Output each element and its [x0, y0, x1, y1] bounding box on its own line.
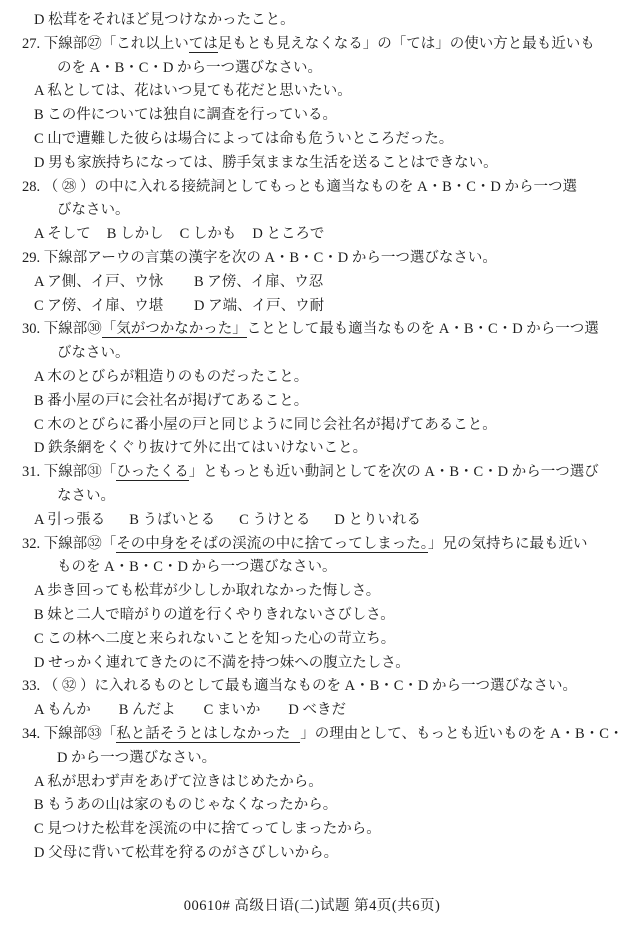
q32-head-pre: 32. 下線部㉜「: [22, 535, 117, 552]
q31-head-pre: 31. 下線部㉛「: [22, 464, 117, 481]
q31-underlined-text: ひったくる: [116, 464, 189, 481]
q27-option-c: C 山で遭難した彼らは場合によっては命も危ういところだった。: [34, 130, 454, 147]
q32-option-b: B 妹と二人で暗がりの道を行くやりきれないさびしさ。: [34, 606, 395, 623]
question-31-heading: [22, 461, 610, 485]
q31-head-post: 」ともっとも近い動詞としてを次の A・B・C・D から一つ選び: [188, 464, 599, 481]
question-28-heading: 28. （ ㉘ ）の中に入れる接続詞としてもっとも適当なものを A・B・C・D から一つ選: [22, 178, 578, 195]
q28-head-continuation: びなさい。: [57, 202, 130, 219]
page-footer: 00610# 高级日语(二)试题 第4页(共6页): [183, 898, 441, 914]
question-32-heading: [22, 533, 610, 557]
q31-option-b: B うばいとる: [129, 511, 216, 528]
q29-options-row-1: [22, 271, 610, 295]
q31-option-a: A 引っ張る: [34, 511, 106, 528]
q29-option-c: C ア傍、イ扉、ウ堪: [34, 297, 164, 314]
q28-option-d: D ところで: [252, 226, 325, 243]
q32-option-c: C この林へ二度と来られないことを知った心の苛立ち。: [34, 630, 396, 647]
question-34-heading: [22, 723, 624, 747]
q34-option-c: C 見つけた松茸を渓流の中に捨てってしまったから。: [34, 821, 381, 838]
q31-options-row: [22, 509, 610, 533]
q33-option-b: B んだよ: [118, 702, 176, 719]
question-29-heading: 29. 下線部アーウの言葉の漢字を次の A・B・C・D から一つ選びなさい。: [22, 249, 497, 266]
q27-head-post: 足もとも見えなくなる」の「ては」の使い方と最も近いも: [217, 35, 595, 52]
q30-option-a: A 木のとびらが粗造りのものだったこと。: [34, 368, 309, 385]
q30-head-continuation: びなさい。: [57, 345, 130, 362]
q28-option-b: B しかし: [106, 226, 164, 243]
q33-option-a: A もんか: [34, 702, 91, 719]
q29-option-d: D ア端、イ戸、ウ耐: [194, 297, 325, 314]
q31-head-continuation: なさい。: [57, 487, 115, 504]
q34-option-a: A 私が思わず声をあげて泣きはじめたから。: [34, 773, 323, 790]
q27-underlined-text: ては: [188, 35, 218, 52]
q30-underlined-text: 「気がつかなかった」: [101, 321, 247, 338]
q30-option-c: C 木のとびらに番小屋の戸と同じように同じ会社名が掲げてあること。: [34, 416, 497, 433]
q29-option-a: A ア側、イ戸、ウ怺: [34, 273, 164, 290]
q34-option-d: D 父母に背いて松茸を狩るのがさびしいから。: [34, 844, 339, 861]
q32-option-d: D せっかく連れてきたのに不満を持つ妹への腹立たしさ。: [34, 654, 410, 671]
q30-option-b: B 番小屋の戸に会社名が掲げてあること。: [34, 392, 309, 409]
q29-option-b: B ア傍、イ扉、ウ忍: [194, 273, 324, 290]
q32-head-post: 」兄の気持ちに最も近い: [428, 535, 588, 552]
q31-option-d: D とりいれる: [334, 511, 421, 528]
q27-option-b: B この件については独自に調査を行っている。: [34, 107, 338, 124]
q28-option-a: A そして: [34, 226, 91, 243]
q34-head-post: 」の理由として、もっとも近いものを A・B・C・: [300, 725, 624, 742]
question-30-heading: [22, 318, 610, 342]
q34-option-b: B もうあの山は家のものじゃなくなったから。: [34, 797, 338, 814]
q34-head-continuation: D から一つ選びなさい。: [57, 749, 217, 766]
q30-option-d: D 鉄条網をくぐり抜けて外に出てはいけないこと。: [34, 440, 368, 457]
q33-option-d: D べきだ: [288, 702, 346, 719]
q27-option-d: D 男も家族持ちになっては、勝手気ままな生活を送ることはできない。: [34, 154, 498, 171]
q32-head-continuation: ものを A・B・C・D から一つ選びなさい。: [57, 559, 337, 576]
q33-options-row: [22, 699, 610, 723]
q33-option-c: C まいか: [203, 702, 261, 719]
question-27-heading: [22, 33, 610, 57]
q27-option-a: A 私としては、花はいつ見ても花だと思いたい。: [34, 83, 352, 100]
prev-question-option-d: D 松茸をそれほど見つけなかったこと。: [34, 12, 295, 28]
q29-options-row-2: [22, 295, 610, 319]
q32-option-a: A 歩き回っても松茸が少ししか取れなかった悔しさ。: [34, 583, 381, 600]
q28-option-c: C しかも: [179, 226, 237, 243]
q27-head-pre: 27. 下線部㉗「これ以上い: [22, 35, 189, 52]
q30-head-post: こととして最も適当なものを A・B・C・D から一つ選: [246, 321, 599, 338]
q34-underlined-text: 私と話そうとはしなかった: [116, 726, 300, 743]
q31-option-c: C うけとる: [239, 511, 311, 528]
q34-head-pre: 34. 下線部㉝「: [22, 725, 117, 742]
q30-head-pre: 30. 下線部㉚: [22, 321, 102, 338]
q28-options-row: [22, 223, 610, 247]
q27-head-continuation: のを A・B・C・D から一つ選びなさい。: [57, 59, 323, 76]
question-33-heading: 33. （ ㉜ ）に入れるものとして最も適当なものを A・B・C・D から一つ選びなさい。: [22, 678, 578, 695]
q32-underlined-text: その中身をそばの渓流の中に捨てってしまった。: [116, 535, 428, 552]
